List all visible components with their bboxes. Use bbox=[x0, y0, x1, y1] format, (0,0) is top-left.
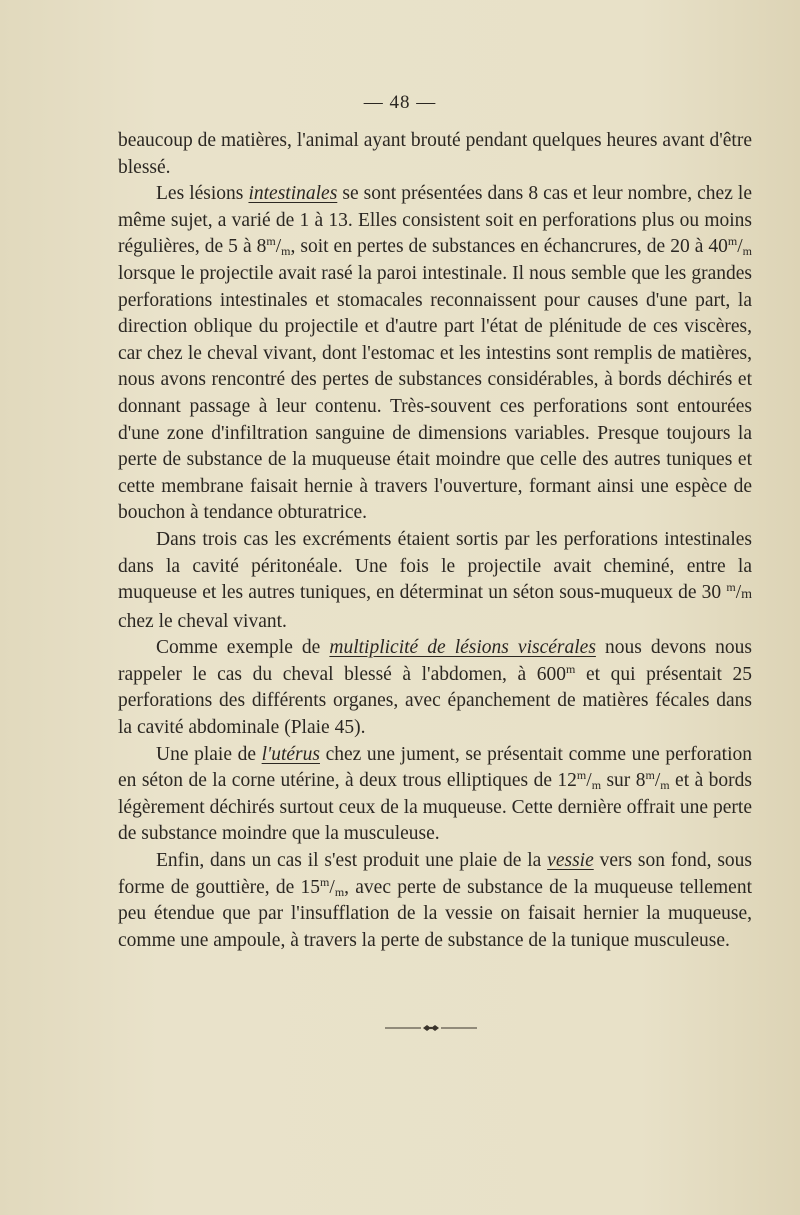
body-text bbox=[118, 128, 752, 954]
emphasis-vessie: vessie bbox=[547, 850, 594, 872]
emphasis-intestinales: intestinales bbox=[248, 183, 338, 205]
paragraph-6: Enfin, dans un cas il s'est produit une plaie de la vessie vers son fond, sous forme de gouttière, de $15^m/_m$, avec perte de substance de la muqueuse tellement peu étendue que par l'insufflation de la vessie on faisait hernier la muqueuse, comme une ampoule, à travers la perte de substance de la tunique musculeuse. bbox=[118, 850, 753, 951]
paragraph-2: Les lésions intestinales se sont présentées dans 8 cas et leur nombre, chez le même sujet, a varié de 1 à 13. Elles consistent soit en perforations plus ou moins régulières, de 5 à $8^m/_m$, soit en pertes de substances en échancrures, de 20 à $40^m/_m$ lorsque le projectile avait rasé la paroi intestinale. Il nous semble que les grandes perforations intestinales et stomacales reconnaissent pour causes d'une part, la direction oblique du projectile et d'autre part l'état de plénitude de ces viscères, car chez le cheval vivant, dont l'estomac et les intestins sont remplis de matières, nous avons rencontré des pertes de substances considérables, à bords déchirés et donnant passage à leur contenu. Très-souvent ces perforations sont entourées d'une zone d'infiltration sanguine de dimensions variables. Presque toujours la perte de substance de la muqueuse était moindre que celle des autres tuniques et cette membrane faisait hernie à travers l'ouverture, formant ainsi une espèce de bouchon à tendance obturatrice. bbox=[118, 183, 753, 524]
paragraph-1: beaucoup de matières, l'animal ayant brouté pendant quelques heures avant d'être blessé. bbox=[118, 130, 752, 178]
emphasis-multiplicite: multiplicité de lésions viscérales bbox=[329, 637, 596, 659]
page-number: — 48 — bbox=[363, 92, 437, 113]
emphasis-uterus: l'utérus bbox=[261, 743, 320, 765]
paragraph-4: Comme exemple de multiplicité de lésions viscérales nous devons nous rappeler le cas du cheval blessé à l'abdomen, à 600$^m$ et qui présentait 25 perforations des différents organes, avec épanchement de matières fécales dans la cavité abdominale (Plaie 45). bbox=[118, 637, 752, 739]
ornament-divider-icon bbox=[385, 1022, 477, 1034]
paragraph-5: Une plaie de l'utérus chez une jument, se présentait comme une perforation en séton de la corne utérine, à deux trous elliptiques de $12^m/_m$ sur $8^m/_m$ et à bords légèrement déchirés surtout ceux de la muqueuse. Cette dernière offrait une perte de substance moindre que la musculeuse. bbox=[118, 743, 752, 845]
paragraph-3: Dans trois cas les excréments étaient sortis par les perforations intestinales dans la cavité péritonéale. Une fois le projectile avait cheminé, entre la muqueuse et les autres tuniques, en déterminat un séton sous-muqueux de 30 $^m$/m chez le cheval vivant. bbox=[118, 528, 752, 632]
